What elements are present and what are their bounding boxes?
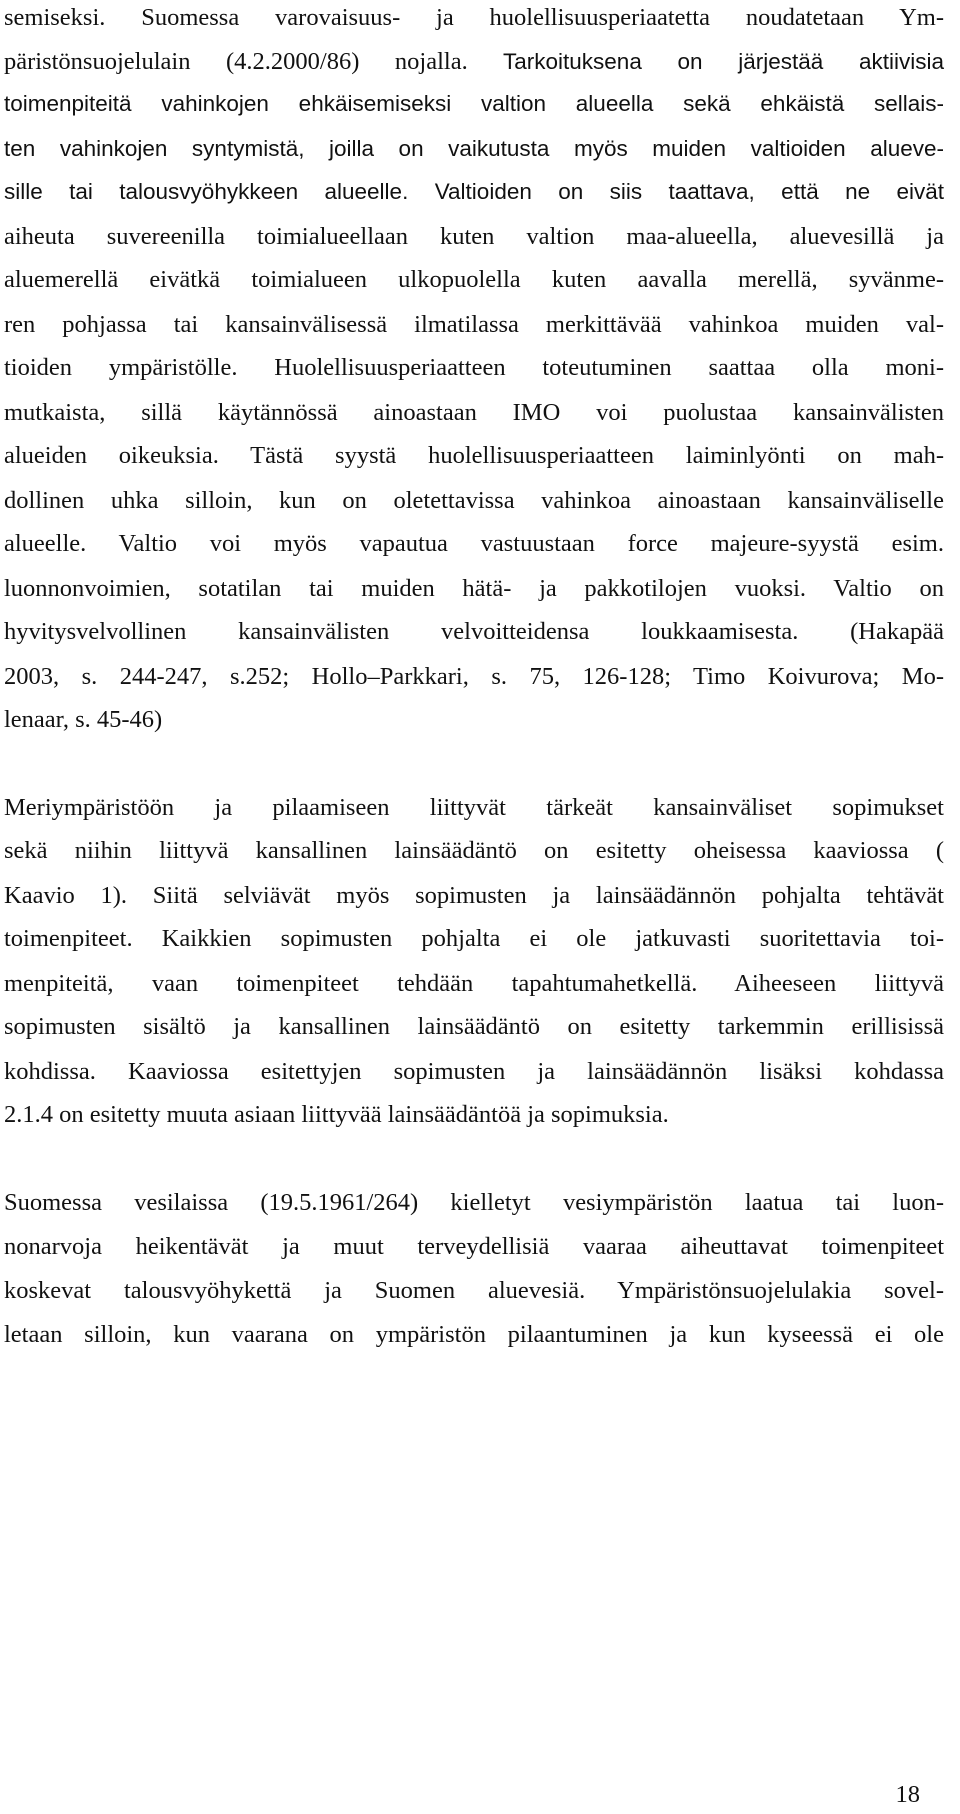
text-segment: Tarkoituksena on järjestää aktiivisia [467,49,944,74]
text-line: Suomessa vesilaissa (19.5.1961/264) kielletyt vesiympäristön laatua tai luon- [4,1189,944,1216]
text-line [4,353,944,383]
text-line [4,177,944,207]
text-line: menpiteitä, vaan toimenpiteet tehdään tapahtumahetkellä. Aiheeseen liittyvä [4,970,944,997]
text-line: lenaar, s. 45-46) [4,706,163,733]
text-line: 2003, s. 244-247, s.252; Hollo–Parkkari, s. 75, 126-128; Timo Koivurova; Mo- [4,663,944,690]
text-line: sopimusten sisältö ja kansallinen lainsäädäntö on esitetty tarkemmin erillisissä [4,1013,944,1040]
text-line: mutkaista, sillä käytännössä ainoastaan IMO voi puolustaa kansainvälisten [4,399,944,426]
text-line: luonnonvoimien, sotatilan tai muiden hätä- ja pakkotilojen vuoksi. Valtio on [4,575,944,602]
text-line: aiheuta suvereenilla toimialueellaan kuten valtion maa-alueella, aluevesillä ja [4,223,944,250]
text-line: sekä niihin liittyvä kansallinen lainsäädäntö on esitetty oheisessa kaaviossa ( [4,837,944,864]
text-line: 2.1.4 on esitetty muuta asiaan liittyvää lainsäädäntöä ja sopimuksia. [4,1101,669,1128]
text-segment: sille tai talousvyöhykkeen alueelle. [4,179,409,204]
text-segment: Valtioiden on siis taattava, että ne eivät [408,179,945,204]
text-line: toimenpiteet. Kaikkien sopimusten pohjalta ei ole jatkuvasti suoritettavia toi- [4,925,944,952]
text-line: hyvitysvelvollinen kansainvälisten velvoitteidensa loukkaamisesta. (Hakapää [4,618,944,645]
text-segment: päristönsuojelulain (4.2.2000/86) nojalla. [4,48,468,75]
text-line: kohdissa. Kaaviossa esitettyjen sopimusten ja lainsäädännön lisäksi kohdassa [4,1058,944,1085]
text-line: koskevat talousvyöhykettä ja Suomen aluevesiä. Ympäristönsuojelulakia sovel- [4,1277,944,1304]
text-line: nonarvoja heikentävät ja muut terveydellisiä vaaraa aiheuttavat toimenpiteet [4,1233,944,1260]
text-line: ten vahinkojen syntymistä, joilla on vaikutusta myös muiden valtioiden alueve- [4,136,944,161]
text-line: Kaavio 1). Siitä selviävät myös sopimusten ja lainsäädännön pohjalta tehtävät [4,882,944,909]
page-number: 18 [895,1781,920,1808]
text-line: letaan silloin, kun vaarana on ympäristön pilaantuminen ja kun kyseessä ei ole [4,1321,944,1348]
text-line: semiseksi. Suomessa varovaisuus- ja huolellisuusperiaatetta noudatetaan Ym- [4,4,944,31]
text-line: toimenpiteitä vahinkojen ehkäisemiseksi valtion alueella sekä ehkäistä sellais- [4,91,944,116]
text-line: alueelle. Valtio voi myös vapautua vastuustaan force majeure-syystä esim. [4,530,944,557]
text-line: Meriympäristöön ja pilaamiseen liittyvät tärkeät kansainväliset sopimukset [4,794,944,821]
text-line [4,47,944,77]
text-line: ren pohjassa tai kansainvälisessä ilmatilassa merkittävää vahinkoa muiden val- [4,311,944,338]
text-line: aluemerellä eivätkä toimialueen ulkopuolella kuten aavalla merellä, syvänme- [4,266,944,293]
text-line: alueiden oikeuksia. Tästä syystä huolellisuusperiaatteen laiminlyönti on mah- [4,442,944,469]
text-segment: Huolellisuusperiaatteen toteutuminen saattaa olla moni- [237,354,944,381]
text-segment: tioiden ympäristölle. [4,354,238,381]
text-line: dollinen uhka silloin, kun on oletettavissa vahinkoa ainoastaan kansainväliselle [4,487,944,514]
